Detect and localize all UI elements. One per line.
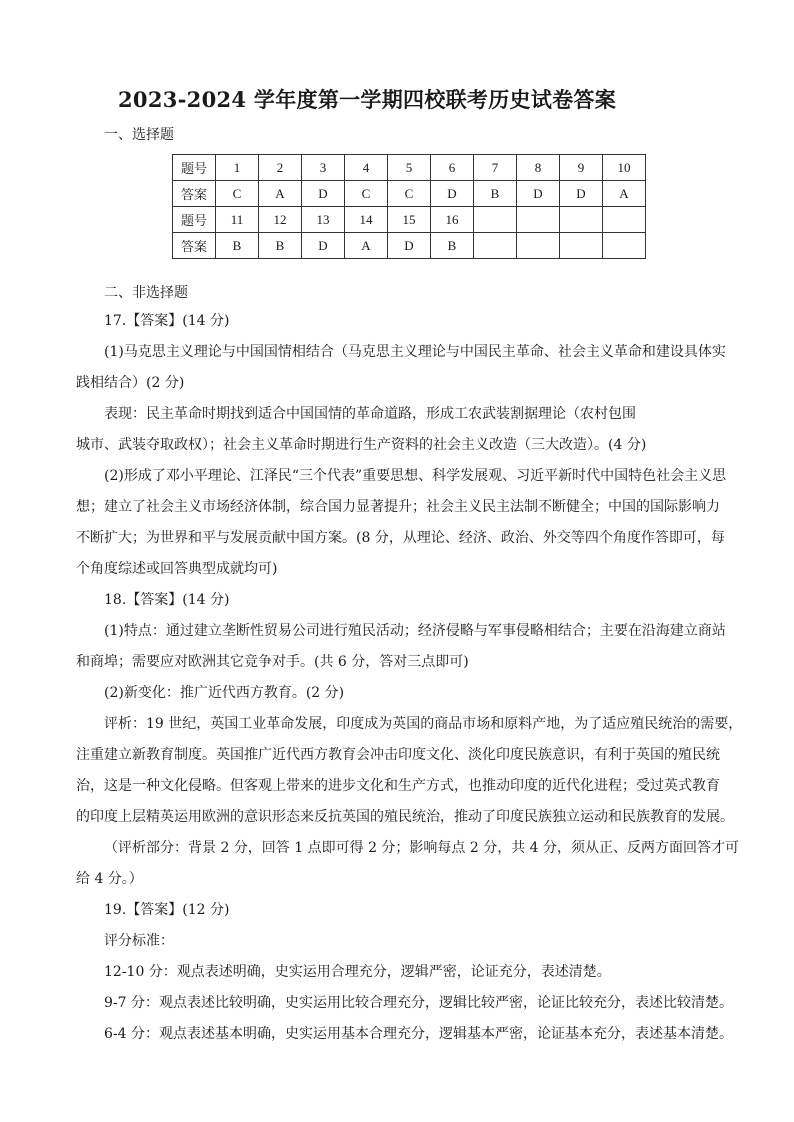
answer-table-cell: A [345,233,388,259]
answer-table-row [173,233,646,259]
answer-table-cell [474,207,517,233]
section-heading-nonchoice: 二、非选择题 [104,285,188,301]
q17-part2-line1: (2)形成了邓小平理论、江泽民“三个代表”重要思想、科学发展观、习近平新时代中国特色社会主义思 [104,468,727,484]
section-heading-choice: 一、选择题 [104,127,174,143]
q18-comment-line3: 治，这是一种文化侵略。但客观上带来的进步文化和生产方式，也推动印度的近代化进程；受过英式教育 [76,778,720,794]
answer-table-cell: 6 [431,155,474,181]
answer-table-cell: D [302,181,345,207]
q18-part1-line1: (1)特点：通过建立垄断性贸易公司进行殖民活动；经济侵略与军事侵略相结合；主要在沿海建立商站 [104,623,726,639]
answer-table-cell: 4 [345,155,388,181]
answer-table-cell: 14 [345,207,388,233]
q18-scoring-line1: （评析部分：背景 2 分，回答 1 点即可得 2 分；影响每点 2 分，共 4 分，须从正、反两方面回答才可 [104,840,740,856]
answer-table-cell: B [431,233,474,259]
q18-scoring-line2: 给 4 分。） [76,871,143,887]
q18-comment-line1: 评析：19 世纪，英国工业革命发展，印度成为英国的商品市场和原料产地，为了适应殖民统治的需要， [104,716,743,732]
answer-table-row [173,207,646,233]
answer-table-cell [603,207,646,233]
answer-table-cell: D [560,181,603,207]
answer-table [172,154,646,259]
q17-expression-line1: 表现：民主革命时期找到适合中国国情的革命道路，形成工农武装割据理论（农村包围 [104,406,636,422]
answer-table-cell: D [388,233,431,259]
answer-table-row [173,155,646,181]
answer-table-cell: 11 [216,207,259,233]
answer-table-cell: D [302,233,345,259]
answer-table-cell: D [431,181,474,207]
q19-criteria-level2: 9-7 分：观点表述比较明确，史实运用比较合理充分，逻辑比较严密，论证比较充分，表述比较清楚。 [104,995,733,1011]
q17-part2-line4: 个角度综述或回答典型成就均可) [76,561,278,577]
q19-heading: 19.【答案】(12 分) [104,902,230,918]
answer-table-cell: B [474,181,517,207]
q18-part2-line1: (2)新变化：推广近代西方教育。(2 分) [104,685,345,701]
answer-table-row-label: 题号 [173,207,216,233]
answer-table-cell: 13 [302,207,345,233]
answer-table-cell [517,207,560,233]
answer-table-cell: D [517,181,560,207]
answer-table-cell: C [388,181,431,207]
answer-table-cell: 2 [259,155,302,181]
q19-criteria-level3: 6-4 分：观点表述基本明确，史实运用基本合理充分，逻辑基本严密，论证基本充分，表述基本清楚。 [104,1026,733,1042]
q17-part1-line1: (1)马克思主义理论与中国国情相结合（马克思主义理论与中国民主革命、社会主义革命和建设具体实 [104,344,726,360]
answer-table-cell: 5 [388,155,431,181]
q18-comment-line2: 注重建立新教育制度。英国推广近代西方教育会冲击印度文化、淡化印度民族意识，有利于英国的殖民统 [76,747,720,763]
answer-table-cell: 16 [431,207,474,233]
answer-table-cell: B [259,233,302,259]
q17-part2-line2: 想；建立了社会主义市场经济体制，综合国力显著提升；社会主义民主法制不断健全；中国的国际影响力 [76,499,720,515]
answer-table-cell [560,207,603,233]
q19-criteria-label: 评分标准： [104,933,174,949]
q18-part1-line2: 和商埠；需要应对欧洲其它竞争对手。(共 6 分，答对三点即可) [76,654,469,670]
answer-table-cell: 8 [517,155,560,181]
answer-table-cell: A [603,181,646,207]
answer-table-cell: 9 [560,155,603,181]
answer-table-cell: 3 [302,155,345,181]
answer-table-cell: 12 [259,207,302,233]
answer-table-cell: 7 [474,155,517,181]
q17-heading: 17.【答案】(14 分) [104,313,230,329]
answer-table-cell: C [345,181,388,207]
q18-heading: 18.【答案】(14 分) [104,592,230,608]
answer-table-cell: B [216,233,259,259]
answer-table-cell: A [259,181,302,207]
answer-table-cell: 1 [216,155,259,181]
answer-table-cell [474,233,517,259]
q17-part2-line3: 不断扩大；为世界和平与发展贡献中国方案。(8 分，从理论、经济、政治、外交等四个角度作答即可，每 [76,530,725,546]
q17-expression-line2: 城市、武装夺取政权）；社会主义革命时期进行生产资料的社会主义改造（三大改造）。(4 分) [76,437,647,453]
answer-table-cell: 10 [603,155,646,181]
answer-table-cell: 15 [388,207,431,233]
q17-part1-line2: 践相结合）(2 分) [76,375,185,391]
answer-table-row-label: 答案 [173,233,216,259]
answer-table-row-label: 答案 [173,181,216,207]
answer-table-row-label: 题号 [173,155,216,181]
answer-table-cell [517,233,560,259]
answer-table-cell: C [216,181,259,207]
q18-comment-line4: 的印度上层精英运用欧洲的意识形态来反抗英国的殖民统治，推动了印度民族独立运动和民族教育的发展。 [76,809,734,825]
page-title: 2023-2024 学年度第一学期四校联考历史试卷答案 [118,87,617,112]
answer-table-cell [560,233,603,259]
answer-table-cell [603,233,646,259]
answer-table-row [173,181,646,207]
q19-criteria-level1: 12-10 分：观点表述明确，史实运用合理充分，逻辑严密，论证充分，表述清楚。 [104,964,611,980]
